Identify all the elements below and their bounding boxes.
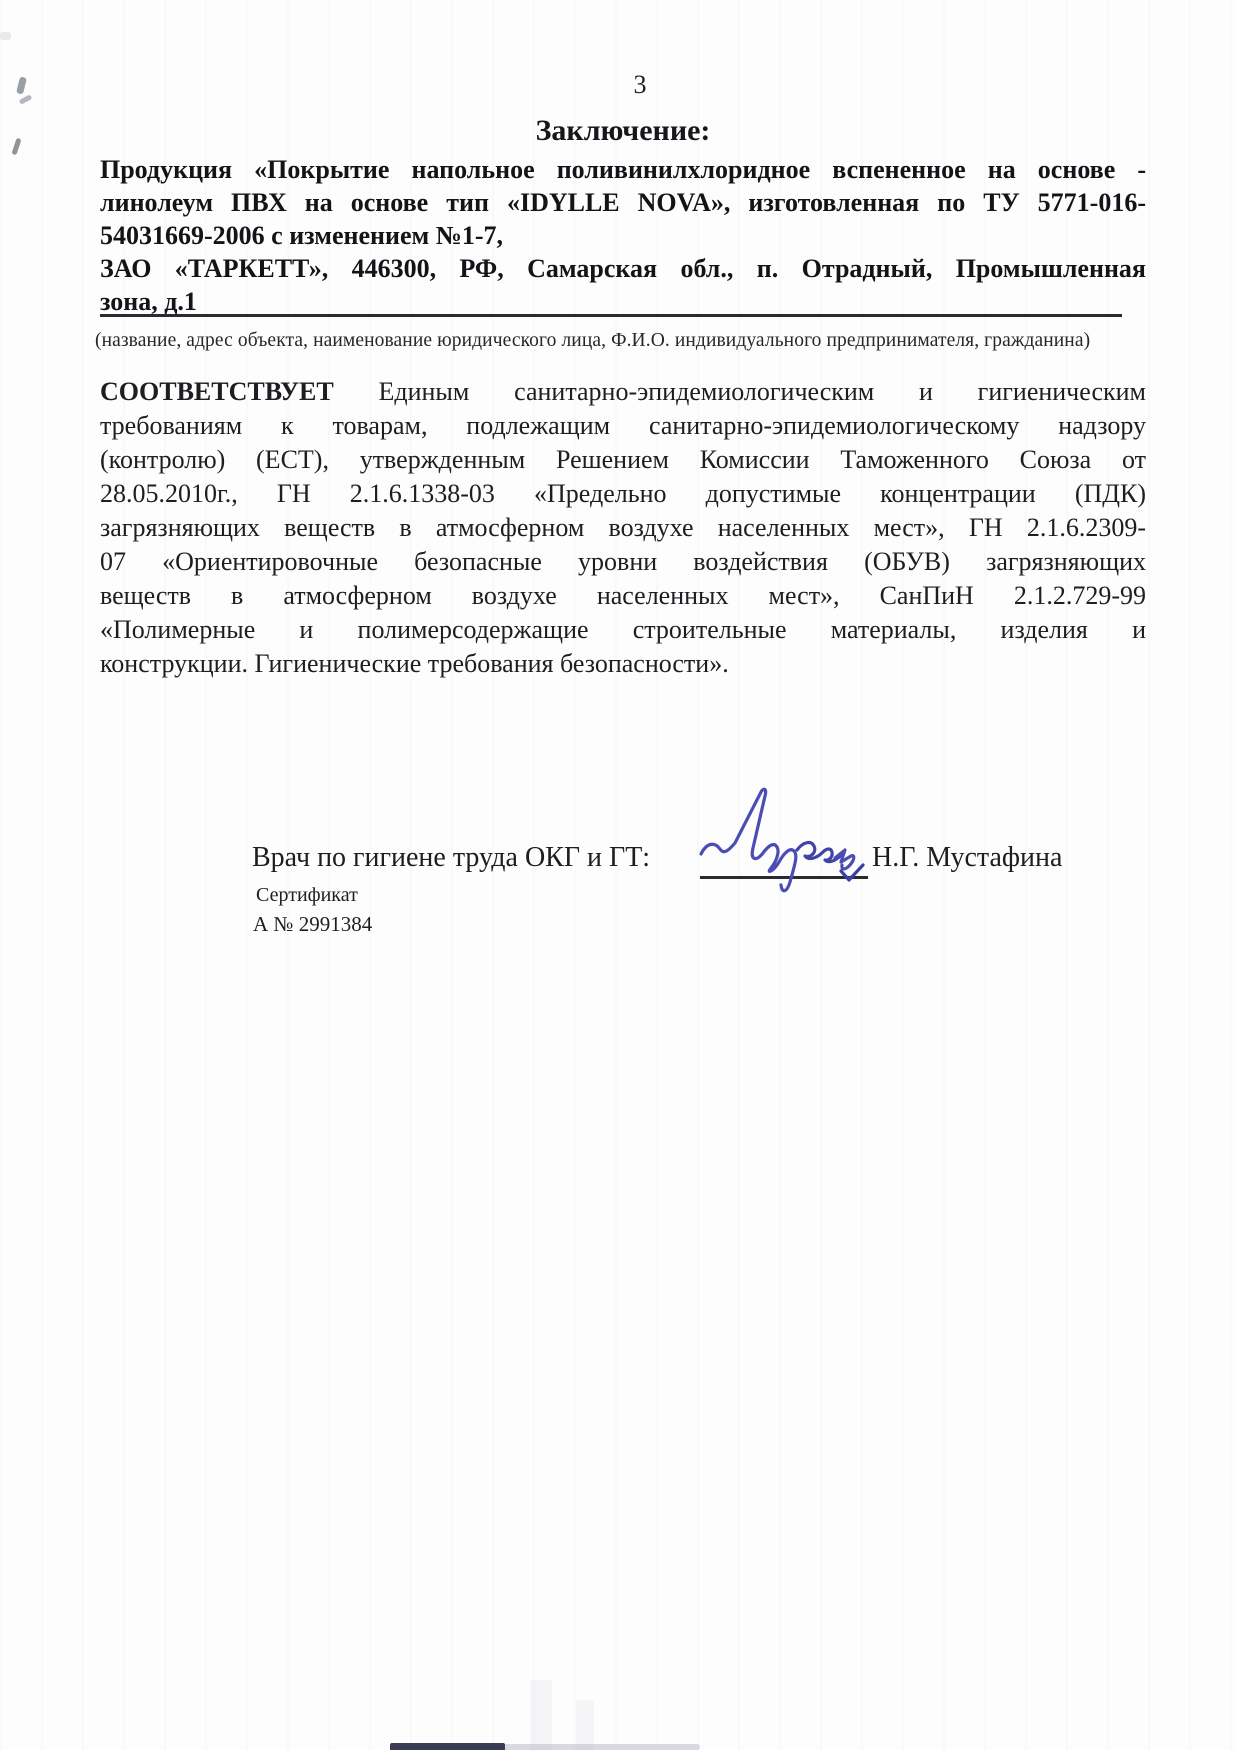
conclusion-line: требованиям к товарам, подлежащим санитарно-эпидемиологическому надзору (100, 411, 1146, 440)
conclusion-line (100, 376, 1146, 407)
scan-artifact-left-tick (11, 138, 21, 156)
scan-artifact-left-speck (16, 76, 27, 94)
certificate-label: Сертификат (256, 884, 358, 906)
conclusion-line: веществ в атмосферном воздухе населенных мест», СанПиН 2.1.2.729-99 (100, 581, 1146, 610)
conclusion-line: 28.05.2010г., ГН 2.1.6.1338-03 «Предельно допустимые концентрации (ПДК) (100, 479, 1146, 508)
conclusion-line: (контролю) (ЕСТ), утвержденным Решением Комиссии Таможенного Союза от (100, 445, 1146, 474)
conclusion-line: «Полимерные и полимерсодержащие строительные материалы, изделия и (100, 615, 1146, 644)
product-line: зона, д.1 (100, 287, 197, 316)
product-line: ЗАО «ТАРКЕТТ», 446300, РФ, Самарская обл., п. Отрадный, Промышленная (100, 254, 1146, 283)
bottom-edge-dark-bar (390, 1743, 505, 1750)
conclusion-line-rest: Единым санитарно-эпидемиологическим и гигиеническим (333, 377, 1146, 406)
signer-role-label: Врач по гигиене труда ОКГ и ГТ: (252, 842, 651, 873)
doc-title: Заключение: (535, 114, 711, 147)
product-line: Продукция «Покрытие напольное поливинилхлоридное вспененное на основе - (100, 155, 1146, 184)
signature-ink-scribble (693, 770, 883, 900)
form-caption: (название, адрес объекта, наименование юридического лица, Ф.И.О. индивидуального предпринимателя, гражданина) (95, 330, 1091, 351)
certificate-number: А № 2991384 (253, 912, 373, 936)
fill-in-rule (100, 284, 1122, 317)
conclusion-line: 07 «Ориентировочные безопасные уровни воздействия (ОБУВ) загрязняющих (100, 547, 1146, 576)
conclusion-line: конструкции. Гигиенические требования безопасности». (100, 649, 729, 678)
conclusion-lead: СООТВЕТСТВУЕТ (100, 377, 334, 406)
product-line: 54031669-2006 с изменением №1-7, (100, 221, 504, 250)
conclusion-line: загрязняющих веществ в атмосферном воздухе населенных мест», ГН 2.1.6.2309- (100, 513, 1146, 542)
scan-streak (576, 1700, 594, 1750)
page-number: 3 (633, 70, 647, 99)
scan-artifact-top-left (0, 32, 11, 40)
scan-streak (530, 1680, 552, 1750)
signer-name: Н.Г. Мустафина (872, 842, 1063, 873)
product-line: линолеум ПВХ на основе тип «IDYLLE NOVA», изготовленная по ТУ 5771-016- (100, 188, 1146, 217)
scan-artifact-left-curl (19, 94, 33, 105)
